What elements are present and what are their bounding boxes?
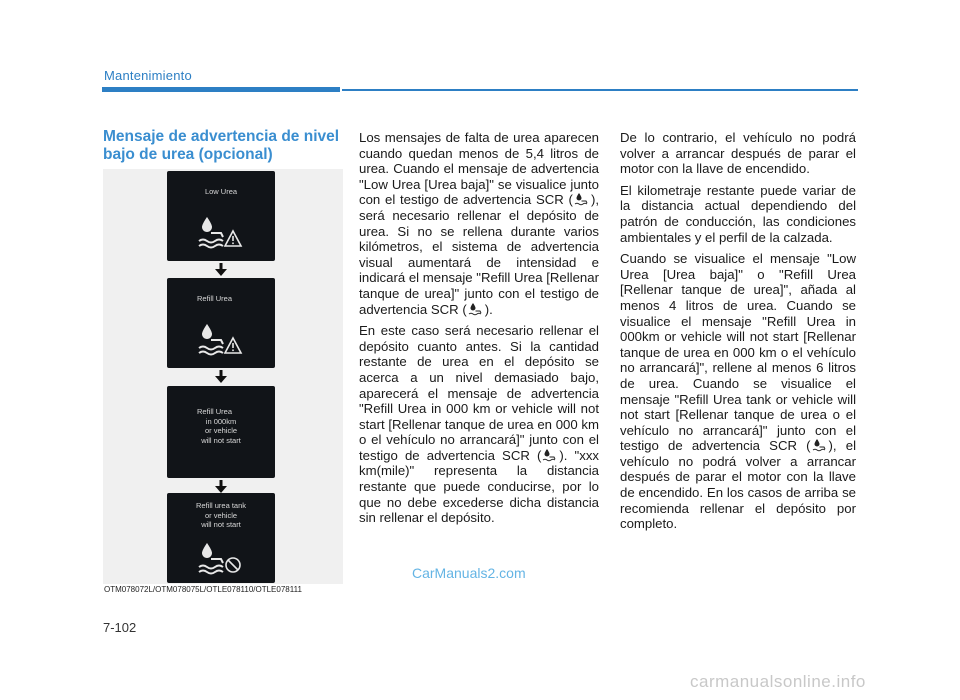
- scr-warning-icon: [197, 215, 243, 249]
- panel-1-text: Low Urea: [204, 187, 238, 196]
- paragraph-1: Los mensajes de falta de urea aparecen cuando quedan menos de 5,4 litros de urea. Cuando el mensaje de advertencia "Low Urea [Urea baja]" se visualice junto con el testigo de advertencia SCR ( ), será necesario rellenar el depósito de urea. Si no se rellena durante varios kilómetros, el sistema de advertencia visual aumentará de intensidad e indicará el mensaje "Refill Urea [Rellenar tanque de urea]" junto con el testigo de advertencia SCR ( ).: [359, 130, 599, 317]
- panel-2-text: Refill Urea: [197, 294, 233, 303]
- scr-no-start-icon: [197, 541, 243, 575]
- paragraph-3: De lo contrario, el vehículo no podrá volver a arrancar después de parar el motor con la llave de encendido.: [620, 130, 856, 177]
- scr-warning-icon: [197, 322, 243, 356]
- panel-low-urea: [167, 171, 275, 261]
- down-arrow-icon: [214, 370, 228, 384]
- panel-refill-urea-km: [167, 386, 275, 478]
- urea-warning-figure: [103, 169, 343, 584]
- watermark: CarManuals2.com: [412, 565, 526, 581]
- paragraph-4: El kilometraje restante puede variar de la distancia actual dependiendo del patrón de conducción, las condiciones ambientales y el perfil de la calzada.: [620, 182, 856, 245]
- panel-3-line-1: Refill Urea: [197, 407, 233, 416]
- figure-caption: OTM078072L/OTM078075L/OTLE078110/OTLE078111: [104, 585, 302, 594]
- panel-4-line-3: will not start: [201, 520, 241, 529]
- panel-refill-urea-tank: [167, 493, 275, 583]
- scr-inline-icon: [541, 448, 559, 462]
- page-number: 7-102: [103, 620, 137, 635]
- down-arrow-icon: [214, 263, 228, 277]
- panel-4-line-1: Refill urea tank: [195, 501, 247, 510]
- panel-refill-urea: [167, 278, 275, 368]
- panel-4-line-2: or vehicle: [204, 510, 238, 520]
- paragraph-2: En este caso será necesario rellenar el depósito cuanto antes. Si la cantidad restante de urea en el depósito se acerca a un nivel demasiado bajo, aparecerá el mensaje de advertencia "Refill Urea in 000 km or vehicle will not start [Rellenar tanque de urea en 000 km o el vehículo no arrancará]" junto con el testigo de advertencia SCR ( ). "xxx km(mile)" representa la distancia restante que puede conducirse, por lo que no debe excederse dicha distancia sin rellenar el depósito.: [359, 323, 600, 526]
- scr-inline-icon: [811, 438, 829, 452]
- panel-3-line-3: or vehicle: [204, 426, 238, 435]
- footer-watermark: carmanualsonline.info: [690, 672, 866, 691]
- header-rule-thick: [102, 87, 340, 92]
- panel-3-line-2: in 000km: [205, 416, 237, 426]
- text-column-middle: [359, 130, 599, 532]
- section-label: Mantenimiento: [104, 68, 192, 83]
- text-column-right: [620, 130, 856, 538]
- down-arrow-icon: [214, 480, 228, 494]
- panel-3-line-4: will not start: [201, 435, 241, 445]
- header-rule-thin: [342, 89, 858, 91]
- section-heading: Mensaje de advertencia de nivel bajo de urea (opcional): [103, 128, 340, 163]
- paragraph-5: Cuando se visualice el mensaje "Low Urea [Urea baja]" o "Refill Urea [Rellenar tanque de urea]", añada al menos 4 litros de urea. Cuando se visualice el mensaje "Refill Urea in 000km or vehicle will not start [Rellenar tanque de urea en 000 km o el vehículo no arrancará]", rellene al menos 6 litros de urea. Cuando se visualice el mensaje "Refill Urea tank or vehicle will not start [Rellenar tanque de urea o el vehículo no arrancará]" junto con el testigo de advertencia SCR ( ), el vehículo no podrá volver a arrancar después de parar el motor con la llave de encendido. En los casos de arriba se recomienda rellenar el depósito por completo.: [620, 251, 856, 532]
- scr-inline-icon: [573, 192, 591, 206]
- scr-inline-icon: [467, 302, 485, 316]
